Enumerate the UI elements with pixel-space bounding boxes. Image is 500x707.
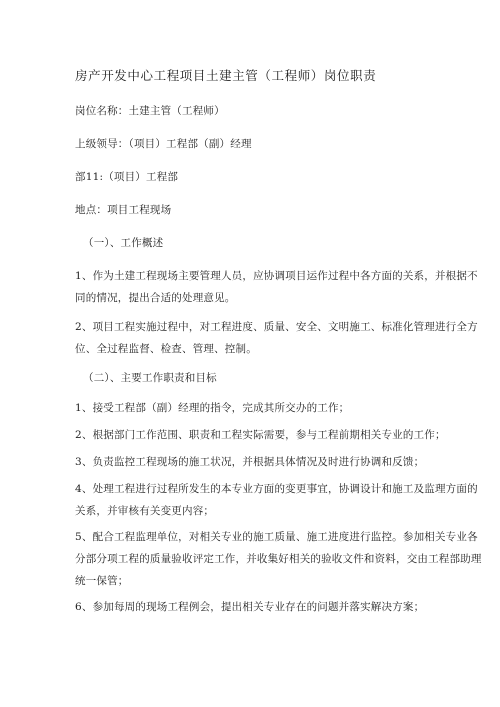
paragraph-line: 4、处理工程进行过程所发生的本专业方面的变更事宜，协调设计和施工及监理方面的: [75, 483, 478, 495]
section-heading-duties: （二）、主要工作职责和目标: [83, 372, 217, 384]
location: 地点：项目工程现场: [75, 204, 172, 216]
paragraph-line: 位、全过程监督、检查、管理、控制。: [75, 343, 257, 355]
paragraph-line: 1、接受工程部（副）经理的指令，完成其所交办的工作；: [75, 402, 350, 414]
department: 部11:（项目）工程部: [75, 171, 179, 183]
paragraph-line: 分部分项工程的质量验收评定工作，并收集好相关的验收文件和资料，交由工程部助理: [75, 553, 482, 565]
paragraph-line: 6、参加每周的现场工程例会，提出相关专业存在的问题并落实解决方案；: [75, 601, 425, 613]
paragraph-line: 统一保管；: [75, 575, 129, 587]
section-heading-overview: （一）、工作概述: [83, 237, 164, 249]
paragraph-line: 1、作为土建工程现场主要管理人员，应协调项目运作过程中各方面的关系，并根据不: [75, 270, 478, 282]
document-title: 房产开发中心工程项目土建主管（工程师）岗位职责: [75, 68, 377, 83]
paragraph-line: 3、负责监控工程现场的施工状况，并根据具体情况及时进行协调和反馈；: [75, 456, 425, 468]
paragraph-line: 2、项目工程实施过程中，对工程进度、质量、安全、文明施工、标准化管理进行全方: [75, 321, 478, 333]
paragraph-line: 关系，并审核有关变更内容；: [75, 505, 215, 517]
post-name: 岗位名称：土建主管（工程师）: [75, 105, 225, 117]
paragraph-line: 2、根据部门工作范围、职责和工程实际需要，参与工程前期相关专业的工作；: [75, 429, 446, 441]
paragraph-line: 同的情况，提出合适的处理意见。: [75, 292, 236, 304]
paragraph-line: 5、配合工程监理单位，对相关专业的施工质量、施工进度进行监控。参加相关专业各: [75, 531, 478, 543]
supervisor: 上级领导：（项目）工程部（副）经理: [75, 138, 252, 150]
